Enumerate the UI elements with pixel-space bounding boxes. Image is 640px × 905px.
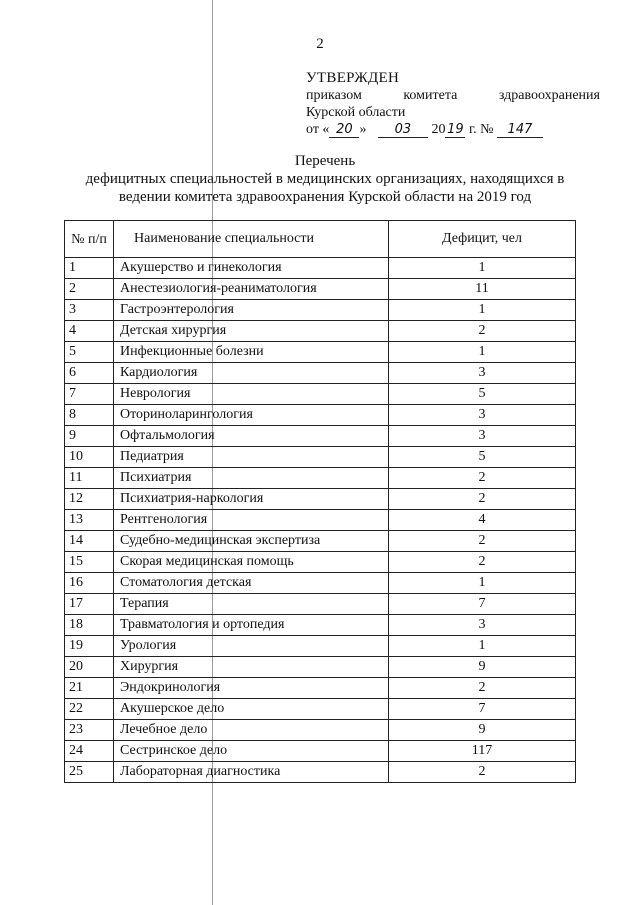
row-specialty: Кардиология <box>114 363 389 384</box>
approval-region: Курской области <box>306 105 406 120</box>
row-number: 19 <box>65 636 114 657</box>
row-deficit: 2 <box>389 489 576 510</box>
table-row <box>65 594 576 615</box>
row-deficit: 3 <box>389 615 576 636</box>
row-number: 11 <box>65 468 114 489</box>
approval-block <box>306 70 600 138</box>
handwritten-year: 19 <box>447 122 464 137</box>
row-specialty: Психиатрия <box>114 468 389 489</box>
row-specialty: Оториноларингология <box>114 405 389 426</box>
table-row <box>65 426 576 447</box>
table-header-row <box>65 221 576 258</box>
row-specialty: Хирургия <box>114 657 389 678</box>
handwritten-day: 20 <box>329 122 359 138</box>
approval-date-row <box>306 121 600 138</box>
table-row <box>65 468 576 489</box>
handwritten-month: 03 <box>378 122 428 138</box>
year-prefix: 20 <box>431 122 446 137</box>
row-number: 18 <box>65 615 114 636</box>
row-number: 20 <box>65 657 114 678</box>
table-row <box>65 384 576 405</box>
title-line-1: Перечень <box>294 153 356 169</box>
row-number: 8 <box>65 405 114 426</box>
row-number: 9 <box>65 426 114 447</box>
row-specialty: Скорая медицинская помощь <box>114 552 389 573</box>
row-deficit: 1 <box>389 573 576 594</box>
handwritten-order-number: 147 <box>497 122 543 138</box>
row-specialty: Терапия <box>114 594 389 615</box>
table-row <box>65 279 576 300</box>
date-mid: » <box>359 122 367 137</box>
table-row <box>65 510 576 531</box>
row-number: 6 <box>65 363 114 384</box>
row-number: 14 <box>65 531 114 552</box>
row-specialty: Урология <box>114 636 389 657</box>
row-deficit: 2 <box>389 552 576 573</box>
document-title <box>60 152 590 206</box>
title-line-3: ведении комитета здравоохранения Курской области на 2019 год <box>118 189 532 205</box>
table-row <box>65 699 576 720</box>
row-specialty: Эндокринология <box>114 678 389 699</box>
order-word-1: приказом <box>306 88 362 103</box>
row-number: 16 <box>65 573 114 594</box>
table-row <box>65 342 576 363</box>
row-deficit: 3 <box>389 426 576 447</box>
row-number: 22 <box>65 699 114 720</box>
row-specialty: Лабораторная диагностика <box>114 762 389 783</box>
row-number: 10 <box>65 447 114 468</box>
approved-heading: УТВЕРЖДЕН <box>306 70 400 86</box>
row-specialty: Рентгенология <box>114 510 389 531</box>
row-specialty: Психиатрия-наркология <box>114 489 389 510</box>
order-word-2: комитета <box>403 88 458 103</box>
row-specialty: Сестринское дело <box>114 741 389 762</box>
table-row <box>65 447 576 468</box>
row-deficit: 3 <box>389 405 576 426</box>
row-number: 5 <box>65 342 114 363</box>
table-row <box>65 678 576 699</box>
table-row <box>65 657 576 678</box>
row-deficit: 2 <box>389 468 576 489</box>
row-deficit: 1 <box>389 636 576 657</box>
table-row <box>65 489 576 510</box>
row-deficit: 5 <box>389 447 576 468</box>
row-number: 1 <box>65 258 114 279</box>
row-number: 2 <box>65 279 114 300</box>
row-specialty: Гастроэнтерология <box>114 300 389 321</box>
row-deficit: 5 <box>389 384 576 405</box>
year-word: г. № <box>468 122 494 137</box>
row-deficit: 2 <box>389 762 576 783</box>
table-row <box>65 531 576 552</box>
row-specialty: Неврология <box>114 384 389 405</box>
date-prefix: от « <box>306 122 330 137</box>
row-deficit: 1 <box>389 258 576 279</box>
row-specialty: Судебно-медицинская экспертиза <box>114 531 389 552</box>
table-row <box>65 636 576 657</box>
row-number: 23 <box>65 720 114 741</box>
row-specialty: Акушерство и гинекология <box>114 258 389 279</box>
row-number: 13 <box>65 510 114 531</box>
row-number: 21 <box>65 678 114 699</box>
row-number: 3 <box>65 300 114 321</box>
approval-order-line <box>306 87 600 104</box>
row-deficit: 117 <box>389 741 576 762</box>
title-line-2: дефицитных специальностей в медицинских организациях, находящихся в <box>85 171 565 187</box>
row-deficit: 1 <box>389 342 576 363</box>
table-row <box>65 552 576 573</box>
table-row <box>65 615 576 636</box>
row-deficit: 2 <box>389 678 576 699</box>
table-row <box>65 363 576 384</box>
row-number: 15 <box>65 552 114 573</box>
row-number: 17 <box>65 594 114 615</box>
row-deficit: 9 <box>389 720 576 741</box>
row-deficit: 9 <box>389 657 576 678</box>
row-deficit: 3 <box>389 363 576 384</box>
row-deficit: 4 <box>389 510 576 531</box>
row-specialty: Детская хирургия <box>114 321 389 342</box>
row-deficit: 7 <box>389 699 576 720</box>
table-body <box>65 258 576 783</box>
page-number: 2 <box>316 36 324 52</box>
table-row <box>65 762 576 783</box>
row-number: 7 <box>65 384 114 405</box>
row-number: 4 <box>65 321 114 342</box>
row-specialty: Офтальмология <box>114 426 389 447</box>
specialties-table <box>64 220 576 783</box>
table-row <box>65 258 576 279</box>
table-row <box>65 573 576 594</box>
row-specialty: Травматология и ортопедия <box>114 615 389 636</box>
row-specialty: Стоматология детская <box>114 573 389 594</box>
row-specialty: Акушерское дело <box>114 699 389 720</box>
row-specialty: Лечебное дело <box>114 720 389 741</box>
row-specialty: Инфекционные болезни <box>114 342 389 363</box>
header-specialty: Наименование специальности <box>114 221 389 258</box>
row-specialty: Анестезиология-реаниматология <box>114 279 389 300</box>
table-row <box>65 405 576 426</box>
row-deficit: 1 <box>389 300 576 321</box>
row-number: 12 <box>65 489 114 510</box>
header-number: № п/п <box>65 221 114 258</box>
row-deficit: 2 <box>389 531 576 552</box>
header-deficit: Дефицит, чел <box>389 221 576 258</box>
table-row <box>65 720 576 741</box>
row-deficit: 2 <box>389 321 576 342</box>
table-row <box>65 300 576 321</box>
row-specialty: Педиатрия <box>114 447 389 468</box>
order-word-3: здравоохранения <box>498 88 600 103</box>
table-row <box>65 321 576 342</box>
row-number: 24 <box>65 741 114 762</box>
row-deficit: 11 <box>389 279 576 300</box>
table-row <box>65 741 576 762</box>
row-number: 25 <box>65 762 114 783</box>
row-deficit: 7 <box>389 594 576 615</box>
